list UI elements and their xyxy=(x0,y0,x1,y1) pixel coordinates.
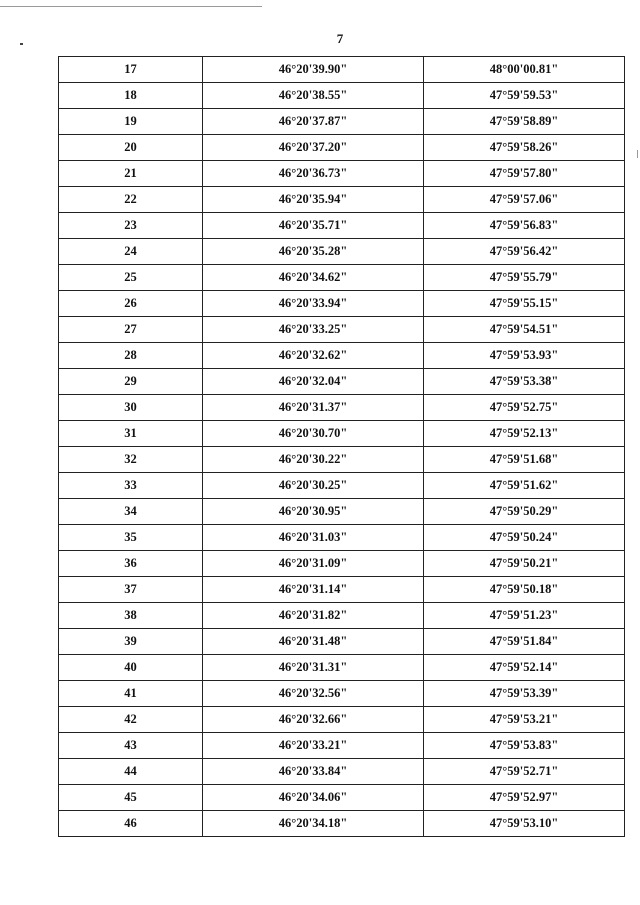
longitude-cell: 47°59'53.38" xyxy=(424,369,625,395)
table-row xyxy=(59,707,625,733)
point-number-cell: 22 xyxy=(59,187,203,213)
longitude-cell: 47°59'52.97" xyxy=(424,785,625,811)
point-number-cell: 34 xyxy=(59,499,203,525)
point-number-cell: 18 xyxy=(59,83,203,109)
table-row xyxy=(59,83,625,109)
point-number-cell: 43 xyxy=(59,733,203,759)
longitude-cell: 47°59'56.42" xyxy=(424,239,625,265)
longitude-cell: 47°59'53.93" xyxy=(424,343,625,369)
latitude-cell: 46°20'35.28" xyxy=(203,239,424,265)
coordinates-table xyxy=(58,56,625,837)
point-number-cell: 36 xyxy=(59,551,203,577)
latitude-cell: 46°20'33.84" xyxy=(203,759,424,785)
latitude-cell: 46°20'34.06" xyxy=(203,785,424,811)
longitude-cell: 47°59'52.13" xyxy=(424,421,625,447)
latitude-cell: 46°20'32.62" xyxy=(203,343,424,369)
table-row xyxy=(59,551,625,577)
scan-artifact-line xyxy=(0,6,262,7)
point-number-cell: 45 xyxy=(59,785,203,811)
longitude-cell: 47°59'52.75" xyxy=(424,395,625,421)
table-row xyxy=(59,603,625,629)
longitude-cell: 47°59'57.80" xyxy=(424,161,625,187)
table-row xyxy=(59,655,625,681)
latitude-cell: 46°20'31.82" xyxy=(203,603,424,629)
longitude-cell: 47°59'56.83" xyxy=(424,213,625,239)
point-number-cell: 33 xyxy=(59,473,203,499)
point-number-cell: 41 xyxy=(59,681,203,707)
latitude-cell: 46°20'33.21" xyxy=(203,733,424,759)
latitude-cell: 46°20'33.94" xyxy=(203,291,424,317)
latitude-cell: 46°20'38.55" xyxy=(203,83,424,109)
longitude-cell: 47°59'59.53" xyxy=(424,83,625,109)
longitude-cell: 47°59'55.79" xyxy=(424,265,625,291)
point-number-cell: 20 xyxy=(59,135,203,161)
longitude-cell: 47°59'54.51" xyxy=(424,317,625,343)
scan-artifact-mark xyxy=(637,150,638,158)
table-row xyxy=(59,239,625,265)
latitude-cell: 46°20'31.09" xyxy=(203,551,424,577)
latitude-cell: 46°20'34.18" xyxy=(203,811,424,837)
table-row xyxy=(59,733,625,759)
latitude-cell: 46°20'37.87" xyxy=(203,109,424,135)
point-number-cell: 21 xyxy=(59,161,203,187)
latitude-cell: 46°20'31.37" xyxy=(203,395,424,421)
point-number-cell: 25 xyxy=(59,265,203,291)
latitude-cell: 46°20'33.25" xyxy=(203,317,424,343)
table-row xyxy=(59,109,625,135)
longitude-cell: 47°59'53.39" xyxy=(424,681,625,707)
point-number-cell: 23 xyxy=(59,213,203,239)
table-row xyxy=(59,759,625,785)
table-row xyxy=(59,499,625,525)
latitude-cell: 46°20'32.66" xyxy=(203,707,424,733)
point-number-cell: 27 xyxy=(59,317,203,343)
point-number-cell: 31 xyxy=(59,421,203,447)
latitude-cell: 46°20'37.20" xyxy=(203,135,424,161)
table-row xyxy=(59,525,625,551)
point-number-cell: 39 xyxy=(59,629,203,655)
latitude-cell: 46°20'31.31" xyxy=(203,655,424,681)
table-row xyxy=(59,57,625,83)
longitude-cell: 47°59'50.21" xyxy=(424,551,625,577)
longitude-cell: 47°59'51.62" xyxy=(424,473,625,499)
longitude-cell: 47°59'50.18" xyxy=(424,577,625,603)
latitude-cell: 46°20'30.25" xyxy=(203,473,424,499)
table-row xyxy=(59,317,625,343)
longitude-cell: 47°59'57.06" xyxy=(424,187,625,213)
point-number-cell: 29 xyxy=(59,369,203,395)
latitude-cell: 46°20'30.95" xyxy=(203,499,424,525)
latitude-cell: 46°20'32.04" xyxy=(203,369,424,395)
latitude-cell: 46°20'32.56" xyxy=(203,681,424,707)
latitude-cell: 46°20'39.90" xyxy=(203,57,424,83)
longitude-cell: 47°59'58.26" xyxy=(424,135,625,161)
table-row xyxy=(59,161,625,187)
point-number-cell: 46 xyxy=(59,811,203,837)
longitude-cell: 47°59'51.68" xyxy=(424,447,625,473)
table-row xyxy=(59,343,625,369)
longitude-cell: 47°59'50.24" xyxy=(424,525,625,551)
table-row xyxy=(59,785,625,811)
point-number-cell: 35 xyxy=(59,525,203,551)
table-row xyxy=(59,291,625,317)
longitude-cell: 47°59'51.23" xyxy=(424,603,625,629)
point-number-cell: 17 xyxy=(59,57,203,83)
longitude-cell: 47°59'50.29" xyxy=(424,499,625,525)
point-number-cell: 37 xyxy=(59,577,203,603)
longitude-cell: 47°59'53.21" xyxy=(424,707,625,733)
longitude-cell: 47°59'58.89" xyxy=(424,109,625,135)
table-row xyxy=(59,135,625,161)
point-number-cell: 40 xyxy=(59,655,203,681)
point-number-cell: 42 xyxy=(59,707,203,733)
longitude-cell: 47°59'51.84" xyxy=(424,629,625,655)
table-row xyxy=(59,681,625,707)
table-row xyxy=(59,629,625,655)
table-row xyxy=(59,447,625,473)
table-row xyxy=(59,395,625,421)
longitude-cell: 47°59'53.83" xyxy=(424,733,625,759)
longitude-cell: 47°59'52.71" xyxy=(424,759,625,785)
longitude-cell: 47°59'55.15" xyxy=(424,291,625,317)
table-row xyxy=(59,577,625,603)
longitude-cell: 47°59'52.14" xyxy=(424,655,625,681)
table-row xyxy=(59,187,625,213)
point-number-cell: 38 xyxy=(59,603,203,629)
point-number-cell: 28 xyxy=(59,343,203,369)
point-number-cell: 44 xyxy=(59,759,203,785)
table-row xyxy=(59,369,625,395)
latitude-cell: 46°20'35.94" xyxy=(203,187,424,213)
table-row xyxy=(59,811,625,837)
latitude-cell: 46°20'31.03" xyxy=(203,525,424,551)
latitude-cell: 46°20'35.71" xyxy=(203,213,424,239)
latitude-cell: 46°20'31.14" xyxy=(203,577,424,603)
table-row xyxy=(59,421,625,447)
point-number-cell: 32 xyxy=(59,447,203,473)
point-number-cell: 30 xyxy=(59,395,203,421)
table-row xyxy=(59,473,625,499)
latitude-cell: 46°20'31.48" xyxy=(203,629,424,655)
table-row xyxy=(59,213,625,239)
coordinates-table-body xyxy=(59,57,625,837)
latitude-cell: 46°20'36.73" xyxy=(203,161,424,187)
page-number: 7 xyxy=(336,31,344,46)
latitude-cell: 46°20'34.62" xyxy=(203,265,424,291)
point-number-cell: 24 xyxy=(59,239,203,265)
latitude-cell: 46°20'30.70" xyxy=(203,421,424,447)
point-number-cell: 19 xyxy=(59,109,203,135)
table-row xyxy=(59,265,625,291)
longitude-cell: 47°59'53.10" xyxy=(424,811,625,837)
longitude-cell: 48°00'00.81" xyxy=(424,57,625,83)
point-number-cell: 26 xyxy=(59,291,203,317)
latitude-cell: 46°20'30.22" xyxy=(203,447,424,473)
